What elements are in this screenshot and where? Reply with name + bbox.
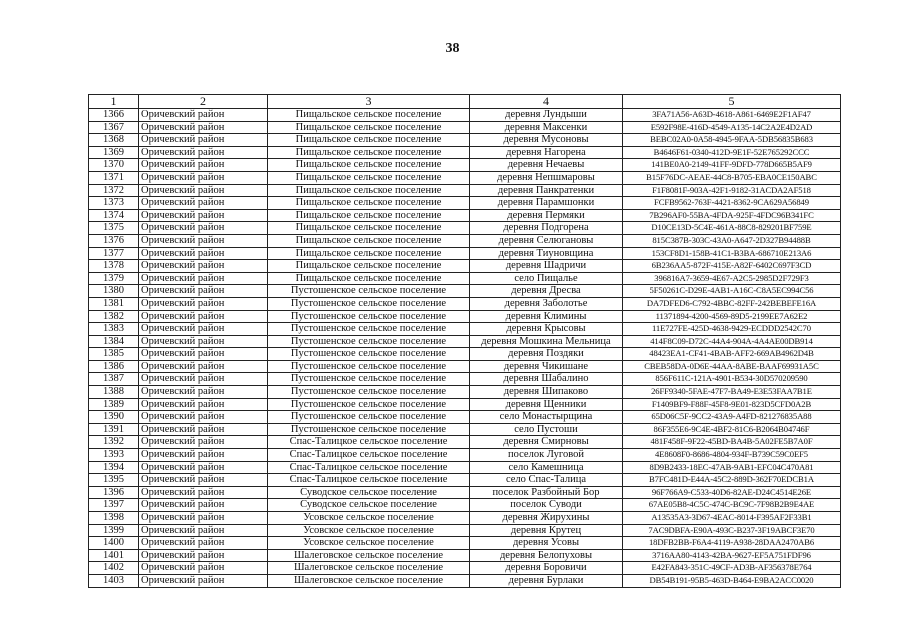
guid-cell: 856F611C-121A-4901-B534-30D570209590 xyxy=(623,373,841,386)
header-cell: 1 xyxy=(89,95,139,109)
header-cell: 3 xyxy=(268,95,470,109)
guid-cell: 3716AA80-4143-42BA-9627-EF5A751FDF96 xyxy=(623,549,841,562)
district-cell: Оричевский район xyxy=(139,423,268,436)
row-number-cell: 1372 xyxy=(89,184,139,197)
settlement-cell: Пищальское сельское поселение xyxy=(268,146,470,159)
table-row xyxy=(89,386,841,399)
table-row xyxy=(89,574,841,587)
table-row xyxy=(89,449,841,462)
locality-cell: село Камешница xyxy=(470,461,623,474)
guid-cell: DB54B191-95B5-463D-B464-E9BA2ACC0020 xyxy=(623,574,841,587)
guid-cell: BEBC02A0-0A58-4945-9FAA-5DB56835B683 xyxy=(623,134,841,147)
guid-cell: 396816A7-3659-4E67-A2C5-2985D2F729F3 xyxy=(623,272,841,285)
settlement-cell: Пищальское сельское поселение xyxy=(268,260,470,273)
guid-cell: 815C387B-303C-43A0-A647-2D327B94488B xyxy=(623,234,841,247)
settlement-cell: Спас-Талицкое сельское поселение xyxy=(268,449,470,462)
locality-cell: деревня Парамшонки xyxy=(470,197,623,210)
table-row xyxy=(89,499,841,512)
locality-cell: деревня Жирухины xyxy=(470,512,623,525)
settlement-cell: Пищальское сельское поселение xyxy=(268,134,470,147)
page-number: 38 xyxy=(445,41,460,56)
locality-cell: деревня Шабалино xyxy=(470,373,623,386)
row-number-cell: 1373 xyxy=(89,197,139,210)
district-cell: Оричевский район xyxy=(139,574,268,587)
row-number-cell: 1382 xyxy=(89,310,139,323)
table-row xyxy=(89,486,841,499)
guid-cell: 8D9B2433-18EC-47AB-9AB1-EFC04C470A81 xyxy=(623,461,841,474)
locality-cell: деревня Белопуховы xyxy=(470,549,623,562)
row-number-cell: 1377 xyxy=(89,247,139,260)
settlement-cell: Пищальское сельское поселение xyxy=(268,184,470,197)
row-number-cell: 1381 xyxy=(89,297,139,310)
district-cell: Оричевский район xyxy=(139,146,268,159)
district-cell: Оричевский район xyxy=(139,323,268,336)
settlement-cell: Пищальское сельское поселение xyxy=(268,247,470,260)
guid-cell: 153CF8D1-158B-41C1-B3BA-686710E213A6 xyxy=(623,247,841,260)
table-row xyxy=(89,171,841,184)
locality-cell: деревня Крысовы xyxy=(470,323,623,336)
row-number-cell: 1379 xyxy=(89,272,139,285)
locality-cell: деревня Пермяки xyxy=(470,209,623,222)
district-cell: Оричевский район xyxy=(139,486,268,499)
guid-cell: 48423EA1-CF41-4BAB-AFF2-669AB4962D4B xyxy=(623,348,841,361)
guid-cell: 7B296AF0-55BA-4FDA-925F-4FDC96B341FC xyxy=(623,209,841,222)
district-cell: Оричевский район xyxy=(139,285,268,298)
locality-cell: поселок Луговой xyxy=(470,449,623,462)
district-cell: Оричевский район xyxy=(139,171,268,184)
district-cell: Оричевский район xyxy=(139,335,268,348)
district-cell: Оричевский район xyxy=(139,260,268,273)
settlement-cell: Пищальское сельское поселение xyxy=(268,171,470,184)
row-number-cell: 1369 xyxy=(89,146,139,159)
district-cell: Оричевский район xyxy=(139,310,268,323)
locality-cell: деревня Тиуновщина xyxy=(470,247,623,260)
table-row xyxy=(89,310,841,323)
header-cell: 4 xyxy=(470,95,623,109)
guid-cell: 4E8608F0-8686-4804-934F-B739C59C0EF5 xyxy=(623,449,841,462)
guid-cell: F1F8081F-903A-42F1-9182-31ACDA2AF518 xyxy=(623,184,841,197)
guid-cell: E592F98E-416D-4549-A135-14C2A2E4D2AD xyxy=(623,121,841,134)
table-row xyxy=(89,360,841,373)
table-row xyxy=(89,323,841,336)
settlement-cell: Спас-Талицкое сельское поселение xyxy=(268,461,470,474)
row-number-cell: 1375 xyxy=(89,222,139,235)
locality-cell: деревня Панкратенки xyxy=(470,184,623,197)
row-number-cell: 1366 xyxy=(89,109,139,122)
table-row xyxy=(89,285,841,298)
guid-cell: 26FF9340-5FAE-47F7-BA49-E3E53FAA7B1E xyxy=(623,386,841,399)
district-cell: Оричевский район xyxy=(139,209,268,222)
settlement-cell: Пустошенское сельское поселение xyxy=(268,335,470,348)
locality-cell: деревня Усовы xyxy=(470,537,623,550)
row-number-cell: 1371 xyxy=(89,171,139,184)
guid-cell: 86F355E6-9C4E-4BF2-81C6-B2064B04746F xyxy=(623,423,841,436)
locality-cell: деревня Щенники xyxy=(470,398,623,411)
district-cell: Оричевский район xyxy=(139,398,268,411)
row-number-cell: 1400 xyxy=(89,537,139,550)
district-cell: Оричевский район xyxy=(139,512,268,525)
table-row xyxy=(89,222,841,235)
district-cell: Оричевский район xyxy=(139,474,268,487)
row-number-cell: 1397 xyxy=(89,499,139,512)
table-row xyxy=(89,398,841,411)
guid-cell: 11371894-4200-4569-89D5-2199EE7A62E2 xyxy=(623,310,841,323)
settlement-cell: Спас-Талицкое сельское поселение xyxy=(268,436,470,449)
row-number-cell: 1392 xyxy=(89,436,139,449)
row-number-cell: 1380 xyxy=(89,285,139,298)
table-row xyxy=(89,512,841,525)
locality-cell: деревня Шипаково xyxy=(470,386,623,399)
table-row xyxy=(89,121,841,134)
locality-cell: деревня Нагорена xyxy=(470,146,623,159)
guid-cell: 65D06C5F-9CC2-43A9-A4FD-821276835A88 xyxy=(623,411,841,424)
district-cell: Оричевский район xyxy=(139,461,268,474)
settlement-cell: Пищальское сельское поселение xyxy=(268,109,470,122)
settlement-cell: Суводское сельское поселение xyxy=(268,499,470,512)
row-number-cell: 1384 xyxy=(89,335,139,348)
guid-cell: B7FC481D-E44A-45C2-889D-362F70EDCB1A xyxy=(623,474,841,487)
guid-cell: A13535A3-3D67-4EAC-8014-F395AF2F33B1 xyxy=(623,512,841,525)
locality-cell: деревня Смирновы xyxy=(470,436,623,449)
table-row xyxy=(89,474,841,487)
settlement-cell: Шалеговское сельское поселение xyxy=(268,562,470,575)
guid-cell: 481F458F-9F22-45BD-BA4B-5A02FE5B7A0F xyxy=(623,436,841,449)
table-row xyxy=(89,524,841,537)
settlement-cell: Пустошенское сельское поселение xyxy=(268,348,470,361)
locality-cell: деревня Нечаевы xyxy=(470,159,623,172)
table-row xyxy=(89,335,841,348)
row-number-cell: 1370 xyxy=(89,159,139,172)
district-cell: Оричевский район xyxy=(139,184,268,197)
locality-cell: деревня Мусоновы xyxy=(470,134,623,147)
settlement-cell: Пустошенское сельское поселение xyxy=(268,373,470,386)
table-row xyxy=(89,234,841,247)
table-row xyxy=(89,272,841,285)
locality-cell: деревня Подгорена xyxy=(470,222,623,235)
district-cell: Оричевский район xyxy=(139,524,268,537)
row-number-cell: 1390 xyxy=(89,411,139,424)
guid-cell: B15F76DC-AEAE-44C8-B705-EBA0CE150ABC xyxy=(623,171,841,184)
guid-cell: 414F8C09-D72C-44A4-904A-4A4AE00DB914 xyxy=(623,335,841,348)
locality-cell: село Монастырщина xyxy=(470,411,623,424)
table-row xyxy=(89,562,841,575)
locality-cell: село Пустоши xyxy=(470,423,623,436)
locality-cell: деревня Поздяки xyxy=(470,348,623,361)
table-row xyxy=(89,260,841,273)
district-cell: Оричевский район xyxy=(139,121,268,134)
guid-cell: D10CE13D-5C4E-461A-88C8-829201BF759E xyxy=(623,222,841,235)
district-cell: Оричевский район xyxy=(139,499,268,512)
district-cell: Оричевский район xyxy=(139,360,268,373)
settlement-cell: Пустошенское сельское поселение xyxy=(268,360,470,373)
locality-cell: деревня Лундыши xyxy=(470,109,623,122)
settlement-registry-table xyxy=(88,94,841,588)
row-number-cell: 1387 xyxy=(89,373,139,386)
guid-cell: 5F50261C-D29E-4AB1-A16C-C8A5EC994C56 xyxy=(623,285,841,298)
guid-cell: 96F766A9-C533-40D6-82AE-D24C4514E26E xyxy=(623,486,841,499)
locality-cell: деревня Непшмаровы xyxy=(470,171,623,184)
row-number-cell: 1396 xyxy=(89,486,139,499)
locality-cell: деревня Климины xyxy=(470,310,623,323)
guid-cell: 141BE0A0-2149-41FF-9DFD-778D665B5AF9 xyxy=(623,159,841,172)
settlement-cell: Спас-Талицкое сельское поселение xyxy=(268,474,470,487)
row-number-cell: 1389 xyxy=(89,398,139,411)
table-row xyxy=(89,159,841,172)
district-cell: Оричевский район xyxy=(139,247,268,260)
row-number-cell: 1383 xyxy=(89,323,139,336)
settlement-cell: Шалеговское сельское поселение xyxy=(268,549,470,562)
row-number-cell: 1402 xyxy=(89,562,139,575)
district-cell: Оричевский район xyxy=(139,134,268,147)
guid-cell: 7AC9DBFA-E90A-493C-B237-3F19ABCF3E70 xyxy=(623,524,841,537)
settlement-cell: Пустошенское сельское поселение xyxy=(268,297,470,310)
locality-cell: деревня Мошкина Мельница xyxy=(470,335,623,348)
table-row xyxy=(89,109,841,122)
guid-cell: 11E727FE-425D-4638-9429-ECDDD2542C70 xyxy=(623,323,841,336)
row-number-cell: 1391 xyxy=(89,423,139,436)
row-number-cell: 1367 xyxy=(89,121,139,134)
settlement-cell: Пищальское сельское поселение xyxy=(268,159,470,172)
table-header-row xyxy=(89,95,841,109)
settlement-cell: Пустошенское сельское поселение xyxy=(268,411,470,424)
table-row xyxy=(89,348,841,361)
table-row xyxy=(89,537,841,550)
settlement-cell: Шалеговское сельское поселение xyxy=(268,574,470,587)
settlement-cell: Пищальское сельское поселение xyxy=(268,272,470,285)
locality-cell: деревня Чикишане xyxy=(470,360,623,373)
table-row xyxy=(89,423,841,436)
district-cell: Оричевский район xyxy=(139,449,268,462)
district-cell: Оричевский район xyxy=(139,197,268,210)
guid-cell: DA7DFED6-C792-4BBC-82FF-242BEBEFE16A xyxy=(623,297,841,310)
table-row xyxy=(89,146,841,159)
district-cell: Оричевский район xyxy=(139,272,268,285)
district-cell: Оричевский район xyxy=(139,562,268,575)
locality-cell: поселок Разбойный Бор xyxy=(470,486,623,499)
guid-cell: FCFB9562-763F-4421-8362-9CA629A56849 xyxy=(623,197,841,210)
district-cell: Оричевский район xyxy=(139,109,268,122)
table-row xyxy=(89,436,841,449)
settlement-cell: Пустошенское сельское поселение xyxy=(268,423,470,436)
locality-cell: село Пищалье xyxy=(470,272,623,285)
locality-cell: деревня Бурлаки xyxy=(470,574,623,587)
locality-cell: деревня Крутец xyxy=(470,524,623,537)
row-number-cell: 1386 xyxy=(89,360,139,373)
table-row xyxy=(89,247,841,260)
row-number-cell: 1385 xyxy=(89,348,139,361)
table-row xyxy=(89,411,841,424)
settlement-cell: Пустошенское сельское поселение xyxy=(268,323,470,336)
locality-cell: село Спас-Талица xyxy=(470,474,623,487)
table-row xyxy=(89,209,841,222)
settlement-cell: Пищальское сельское поселение xyxy=(268,234,470,247)
table-row xyxy=(89,134,841,147)
row-number-cell: 1374 xyxy=(89,209,139,222)
district-cell: Оричевский район xyxy=(139,159,268,172)
row-number-cell: 1395 xyxy=(89,474,139,487)
table-row xyxy=(89,549,841,562)
district-cell: Оричевский район xyxy=(139,373,268,386)
row-number-cell: 1398 xyxy=(89,512,139,525)
row-number-cell: 1394 xyxy=(89,461,139,474)
row-number-cell: 1393 xyxy=(89,449,139,462)
guid-cell: 6B236AA5-872F-415E-A82F-6402C697F3CD xyxy=(623,260,841,273)
row-number-cell: 1368 xyxy=(89,134,139,147)
table-row xyxy=(89,373,841,386)
row-number-cell: 1388 xyxy=(89,386,139,399)
district-cell: Оричевский район xyxy=(139,386,268,399)
locality-cell: деревня Дресва xyxy=(470,285,623,298)
locality-cell: деревня Боровичи xyxy=(470,562,623,575)
table-row xyxy=(89,297,841,310)
locality-cell: деревня Максенки xyxy=(470,121,623,134)
locality-cell: деревня Селюгановы xyxy=(470,234,623,247)
settlement-cell: Пустошенское сельское поселение xyxy=(268,386,470,399)
settlement-cell: Пищальское сельское поселение xyxy=(268,209,470,222)
guid-cell: 18DFB2BB-F6A4-4119-A938-28DAA2470AB6 xyxy=(623,537,841,550)
district-cell: Оричевский район xyxy=(139,436,268,449)
settlement-cell: Пищальское сельское поселение xyxy=(268,222,470,235)
district-cell: Оричевский район xyxy=(139,411,268,424)
district-cell: Оричевский район xyxy=(139,222,268,235)
table-row xyxy=(89,184,841,197)
guid-cell: CBEB58DA-0D6E-44AA-8ABE-BAAF69931A5C xyxy=(623,360,841,373)
settlement-cell: Пустошенское сельское поселение xyxy=(268,285,470,298)
settlement-cell: Усовское сельское поселение xyxy=(268,512,470,525)
locality-cell: деревня Заболотье xyxy=(470,297,623,310)
district-cell: Оричевский район xyxy=(139,549,268,562)
settlement-cell: Пищальское сельское поселение xyxy=(268,121,470,134)
header-cell: 2 xyxy=(139,95,268,109)
settlement-cell: Суводское сельское поселение xyxy=(268,486,470,499)
row-number-cell: 1403 xyxy=(89,574,139,587)
guid-cell: F1409BF9-F88F-45F8-9E01-823D5CFD0A2B xyxy=(623,398,841,411)
header-cell: 5 xyxy=(623,95,841,109)
settlement-cell: Пустошенское сельское поселение xyxy=(268,398,470,411)
settlement-cell: Усовское сельское поселение xyxy=(268,537,470,550)
locality-cell: деревня Шадричи xyxy=(470,260,623,273)
district-cell: Оричевский район xyxy=(139,348,268,361)
row-number-cell: 1401 xyxy=(89,549,139,562)
guid-cell: 67AE05B8-4C5C-474C-BC9C-7F98B2B9E4AE xyxy=(623,499,841,512)
row-number-cell: 1376 xyxy=(89,234,139,247)
locality-cell: поселок Суводи xyxy=(470,499,623,512)
table-row xyxy=(89,197,841,210)
guid-cell: B4646F61-0340-412D-9E1F-52E765292CCC xyxy=(623,146,841,159)
guid-cell: E42FA843-351C-49CF-AD3B-AF356378E764 xyxy=(623,562,841,575)
settlement-cell: Усовское сельское поселение xyxy=(268,524,470,537)
guid-cell: 3FA71A56-A63D-4618-A861-6469E2F1AF47 xyxy=(623,109,841,122)
table-body xyxy=(89,109,841,588)
settlement-cell: Пищальское сельское поселение xyxy=(268,197,470,210)
row-number-cell: 1378 xyxy=(89,260,139,273)
row-number-cell: 1399 xyxy=(89,524,139,537)
district-cell: Оричевский район xyxy=(139,297,268,310)
table-row xyxy=(89,461,841,474)
settlement-cell: Пустошенское сельское поселение xyxy=(268,310,470,323)
district-cell: Оричевский район xyxy=(139,537,268,550)
district-cell: Оричевский район xyxy=(139,234,268,247)
